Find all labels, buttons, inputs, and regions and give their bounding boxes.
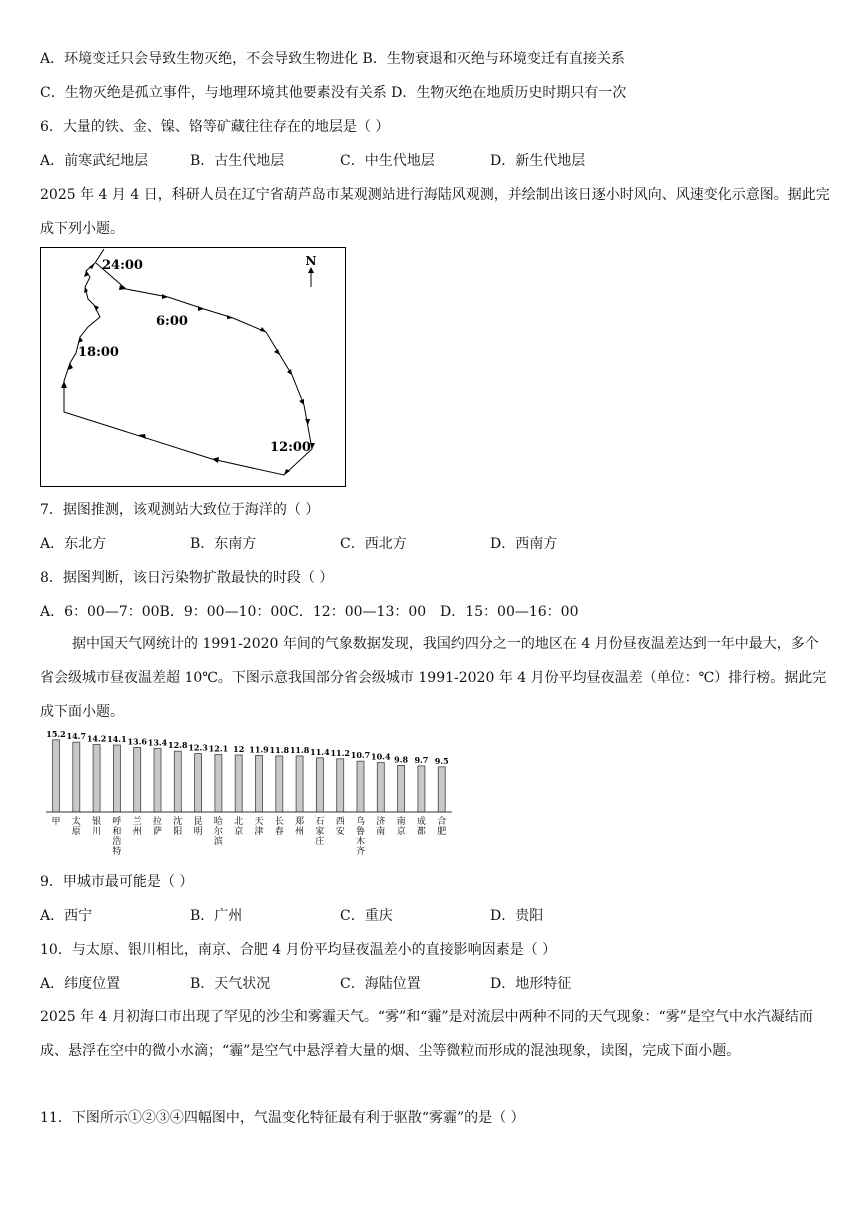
q10-options: [40, 975, 571, 993]
q10-stem: 10．与太原、银川相比，南京、合肥 4 月份平均昼夜温差小的直接影响因素是（ ）: [40, 942, 557, 958]
time-label-1800: 18:00: [78, 345, 119, 360]
time-label-2400: 24:00: [102, 258, 143, 273]
q7-option-d[interactable]: D．西南方: [490, 536, 558, 552]
value-label-沈阳: 12.8: [168, 740, 188, 751]
category-label-呼和浩特: 呼和浩特: [112, 817, 122, 857]
q5-options-ab: A．环境变迁只会导致生物灭绝，不会导致生物进化 B．生物衰退和灭绝与环境变迁有直接关系: [40, 51, 625, 67]
q10-option-c[interactable]: C．海陆位置: [340, 976, 421, 992]
q9-stem: 9．甲城市最可能是（ ）: [40, 874, 194, 890]
category-label-乌鲁木齐: 乌鲁木齐: [355, 817, 366, 857]
q7-options: [40, 535, 557, 553]
north-label: N: [305, 254, 317, 268]
bar-银川: [93, 745, 100, 812]
bar-石家庄: [316, 758, 323, 812]
time-label-0600: 6:00: [156, 314, 188, 329]
q6-option-b[interactable]: B．古生代地层: [190, 153, 285, 169]
q6-option-a[interactable]: A．前寒武纪地层: [40, 153, 149, 169]
bar-西安: [337, 759, 344, 812]
bar-合肥: [438, 767, 445, 812]
category-label-太原: 太原: [71, 817, 81, 837]
value-label-济南: 10.4: [371, 751, 391, 762]
value-label-郑州: 11.8: [289, 744, 310, 755]
value-label-昆明: 12.3: [188, 742, 208, 753]
category-label-拉萨: 拉萨: [152, 817, 163, 837]
q8-stem: 8．据图判断，该日污染物扩散最快的时段（ ）: [40, 570, 334, 586]
bar-沈阳: [174, 751, 181, 812]
value-label-太原: 14.7: [66, 731, 87, 742]
bar-长春: [276, 756, 283, 812]
value-label-长春: 11.8: [269, 744, 290, 755]
value-label-合肥: 9.5: [434, 755, 449, 766]
value-label-哈尔滨: 12.1: [208, 743, 229, 754]
category-label-哈尔滨: 哈尔滨: [213, 817, 223, 847]
q10-option-d[interactable]: D．地形特征: [490, 976, 572, 992]
q9-option-c[interactable]: C．重庆: [340, 908, 393, 924]
value-label-石家庄: 11.4: [310, 746, 330, 757]
q5-options-cd: C．生物灭绝是孤立事件，与地理环境其他要素没有关系 D．生物灭绝在地质历史时期只有一次: [40, 85, 627, 101]
bar-拉萨: [154, 748, 161, 812]
value-label-拉萨: 13.4: [147, 737, 168, 748]
q9-option-a[interactable]: A．西宁: [40, 908, 93, 924]
temp-intro: 据中国天气网统计的 1991-2020 年间的气象数据发现，我国约四分之一的地区在 4 月份昼夜温差达到一年中最大，多个省会级城市昼夜温差超 10℃。下图示意我国部分省会级城市 1991-2020 年 4 月份平均昼夜温差（单位：℃）排行榜。据此完成下面小题。: [40, 636, 827, 720]
bar-乌鲁木齐: [357, 761, 364, 812]
bar-太原: [73, 742, 80, 812]
q7-option-a[interactable]: A．东北方: [40, 536, 107, 552]
q7-option-b[interactable]: B．东南方: [190, 536, 257, 552]
bar-济南: [377, 763, 384, 812]
wind-intro: 2025 年 4 月 4 日，科研人员在辽宁省葫芦岛市某观测站进行海陆风观测，并绘制出该日逐小时风向、风速变化示意图。据此完成下列小题。: [40, 187, 830, 237]
bar-甲: [53, 740, 60, 812]
q6-option-c[interactable]: C．中生代地层: [340, 153, 435, 169]
time-label-1200: 12:00: [270, 440, 311, 455]
q9-option-b[interactable]: B．广州: [190, 908, 243, 924]
category-label-北京: 北京: [234, 817, 244, 837]
bar-南京: [398, 765, 405, 812]
bar-天津: [256, 755, 263, 812]
category-label-沈阳: 沈阳: [173, 817, 183, 837]
bar-郑州: [296, 756, 303, 812]
haze-intro: 2025 年 4 月初海口市出现了罕见的沙尘和雾霾天气。“雾”和“霾”是对流层中两种不同的天气现象：“雾”是空气中水汽凝结而成、悬浮在空中的微小水滴；“霾”是空气中悬浮着大量的烟、尘等微粒而形成的混浊现象，读图，完成下面小题。: [40, 1009, 813, 1059]
category-label-南京: 南京: [396, 817, 406, 837]
value-label-西安: 11.2: [330, 747, 350, 758]
value-label-银川: 14.2: [86, 733, 107, 744]
bar-北京: [235, 755, 242, 812]
q7-option-c[interactable]: C．西北方: [340, 536, 407, 552]
bar-成都: [418, 766, 425, 812]
category-label-银川: 银川: [92, 817, 102, 837]
category-label-昆明: 昆明: [193, 817, 203, 837]
q7-stem: 7．据图推测，该观测站大致位于海洋的（ ）: [40, 502, 320, 518]
value-label-北京: 12: [233, 744, 245, 754]
q9-option-d[interactable]: D．贵阳: [490, 908, 544, 924]
category-label-西安: 西安: [335, 817, 345, 837]
value-label-兰州: 13.6: [127, 736, 147, 747]
bar-兰州: [134, 747, 141, 812]
value-label-乌鲁木齐: 10.7: [350, 750, 371, 761]
category-label-天津: 天津: [254, 817, 264, 837]
category-label-兰州: 兰州: [132, 817, 142, 837]
q8-options: [40, 603, 578, 621]
value-label-呼和浩特: 14.1: [107, 734, 127, 745]
category-label-成都: 成都: [416, 817, 426, 837]
q6-option-d[interactable]: D．新生代地层: [490, 153, 586, 169]
q11-stem: 11．下图所示①②③④四幅图中，气温变化特征最有利于驱散“雾霾”的是（ ）: [40, 1110, 525, 1126]
bar-呼和浩特: [113, 745, 120, 812]
category-label-济南: 济南: [376, 817, 386, 837]
value-label-南京: 9.8: [394, 754, 409, 765]
bar-哈尔滨: [215, 755, 222, 812]
value-label-甲: 15.2: [46, 728, 66, 739]
q9-options: [40, 907, 543, 925]
bar-昆明: [195, 754, 202, 812]
q10-option-b[interactable]: B．天气状况: [190, 976, 271, 992]
q10-option-a[interactable]: A．纬度位置: [40, 976, 121, 992]
q8-option-d[interactable]: D．15：00—16：00: [440, 604, 579, 620]
value-label-成都: 9.7: [414, 754, 429, 765]
q6-options: [40, 152, 585, 170]
category-label-长春: 长春: [274, 817, 284, 837]
category-label-郑州: 郑州: [295, 817, 305, 837]
category-label-甲: 甲: [51, 817, 61, 827]
q8-option-abc[interactable]: A．6：00—7：00B．9：00—10：00C．12：00—13：00: [40, 604, 427, 620]
category-label-合肥: 合肥: [437, 817, 447, 837]
q6-stem: 6．大量的铁、金、镍、铬等矿藏往往存在的地层是（ ）: [40, 119, 390, 135]
wind-direction-diagram: [40, 247, 346, 487]
value-label-天津: 11.9: [249, 744, 269, 755]
temperature-range-bar-chart: [40, 728, 460, 868]
category-label-石家庄: 石家庄: [315, 817, 325, 847]
